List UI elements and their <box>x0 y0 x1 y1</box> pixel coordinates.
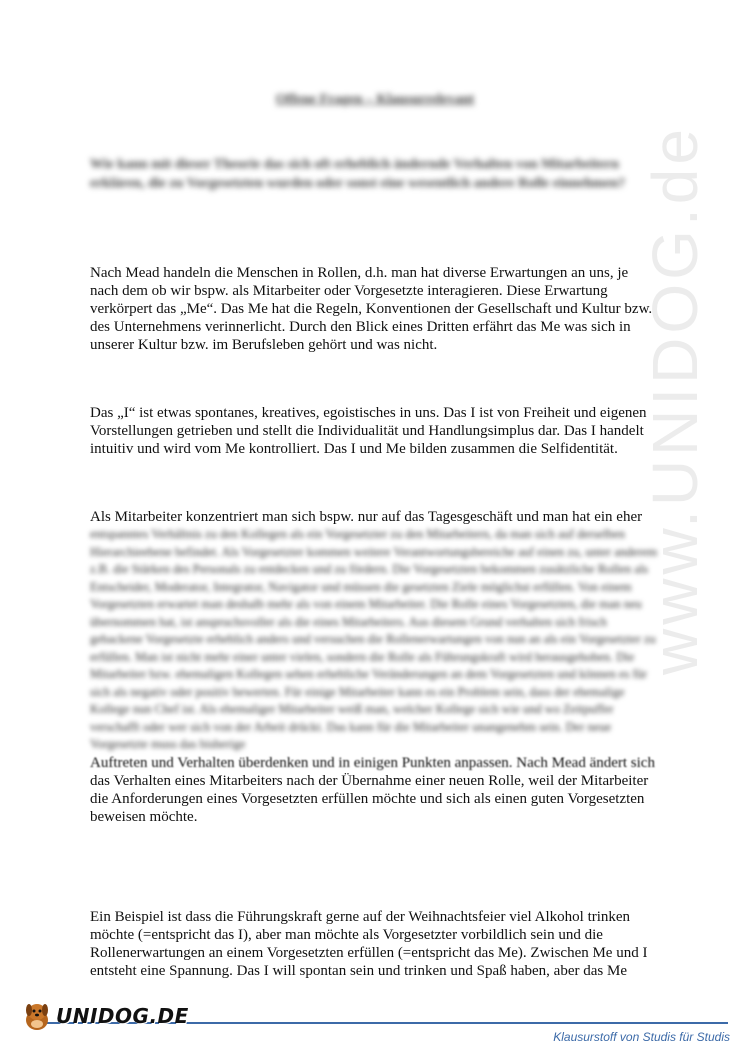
watermark: www.UNIDOG.de <box>639 125 711 675</box>
logo-text: UNIDOG.DE <box>56 1004 189 1028</box>
question-heading: Wie kann mit dieser Theorie das sich oft erheblich ändernde Verhalten von Mitarbeitern erklären, die zu Vorgesetzten wurden oder sonst eine wesentlich andere Rolle einnehmen? <box>90 157 626 191</box>
paragraph-2: Das „I“ ist etwas spontanes, kreatives, egoistisches in uns. Das I ist von Freiheit und eigenen Vorstellungen getrieben und stellt die Individualität und Handlungsimplus dar. Das I handelt intuitiv und wird vom Me kontrolliert. Das I und Me bilden zusammen die Selfidentität. <box>90 405 647 457</box>
paragraph-3 <box>90 508 660 826</box>
dog-mascot-icon <box>22 1000 52 1032</box>
paragraph-3-first-line: Als Mitarbeiter konzentriert man sich bspw. nur auf das Tagesgeschäft und man hat ein eher <box>90 509 643 525</box>
paragraph-3-end: das Verhalten eines Mitarbeiters nach der Übernahme einer neuen Rolle, weil der Mitarbeiter die Anforderungen eines Vorgesetzten erfüllen möchte und sich als einen guten Vorgesetzten beweisen möchte. <box>90 772 649 825</box>
footer-tagline: Klausurstoff von Studis für Studis <box>553 1030 730 1044</box>
paragraph-4: Ein Beispiel ist dass die Führungskraft gerne auf der Weihnachtsfeier viel Alkohol trinken möchte (=entspricht das I), aber man möchte als Vorgesetzter vorbildlich sein und die Rollenerwartungen an einem Vorgesetzten erfüllen (=entspricht das Me). Zwischen Me und I entsteht eine Spannung. Das I will spontan sein und trinken und Spaß haben, aber das Me <box>90 909 648 979</box>
paragraph-1: Nach Mead handeln die Menschen in Rollen, d.h. man hat diverse Erwartungen an uns, je nach dem ob wir bspw. als Mitarbeiter oder Vorgesetzte interagieren. Diese Erwartung verkörpert das „Me“. Das Me hat die Regeln, Konventionen der Gesellschaft und Kultur bzw. des Unternehmens verinnerlicht. Durch den Blick eines Dritten erfährt das Me was sich in unserer Kultur bzw. im Berufsleben gehört und was nicht. <box>90 265 653 353</box>
document-title: Offene Fragen – Klausurrelevant <box>275 92 475 107</box>
paragraph-3-partial-line: Auftreten und Verhalten überdenken und in einigen Punkten anpassen. Nach Mead ändert sich <box>90 754 655 771</box>
footer-logo <box>22 996 189 1036</box>
paragraph-3-blurred-text: entspanntes Verhältnis zu den Kollegen als ein Vorgesetzter zu den Mitarbeitern, da man sich auf derselben Hierarchieebene befindet. Als Vorgesetzter kommen weitere Verantwortungsbereiche auf einen zu, unter anderem z.B. die Stärken des Personals zu entdecken und zu fördern. Die Vorgesetzten bekommen zusätzliche Rollen als Entscheider, Moderator, Integrator, Navigator und müssen die gesetzten Ziele möglichst erfüllen. Von einem Vorgesetzten erwartet man deshalb mehr als von einem Mitarbeiter. Die Rolle eines Vorgesetzten, die man neu übernommen hat, ist anspruchsvoller als die eines Mitarbeiters. Aus diesem Grund verhalten sich frisch gebackene Vorgesetzte erheblich anders und versuchen die Rollenerwartungen von nun an als ein Vorgesetzter zu erfüllen. Man ist nicht mehr einer unter vielen, sondern die Rolle als Führungskraft wird herausgehoben. Die Mitarbeiter bzw. ehemaligen Kollegen sehen erhebliche Veränderungen an dem Vorgesetzten und können es für sich als negativ oder positiv bewerten. Für einige Mitarbeiter kann es ein Problem sein, dass der ehemalige Kollege nun Chef ist. Als ehemaliger Mitarbeiter weiß man, welcher Kollege sich wie und wo Zeitpuffer verschafft oder wer sich von der Arbeit drückt. Das kann für die Mitarbeiter unangenehm sein. Der neue Vorgesetzte muss das bisherige <box>90 527 658 751</box>
